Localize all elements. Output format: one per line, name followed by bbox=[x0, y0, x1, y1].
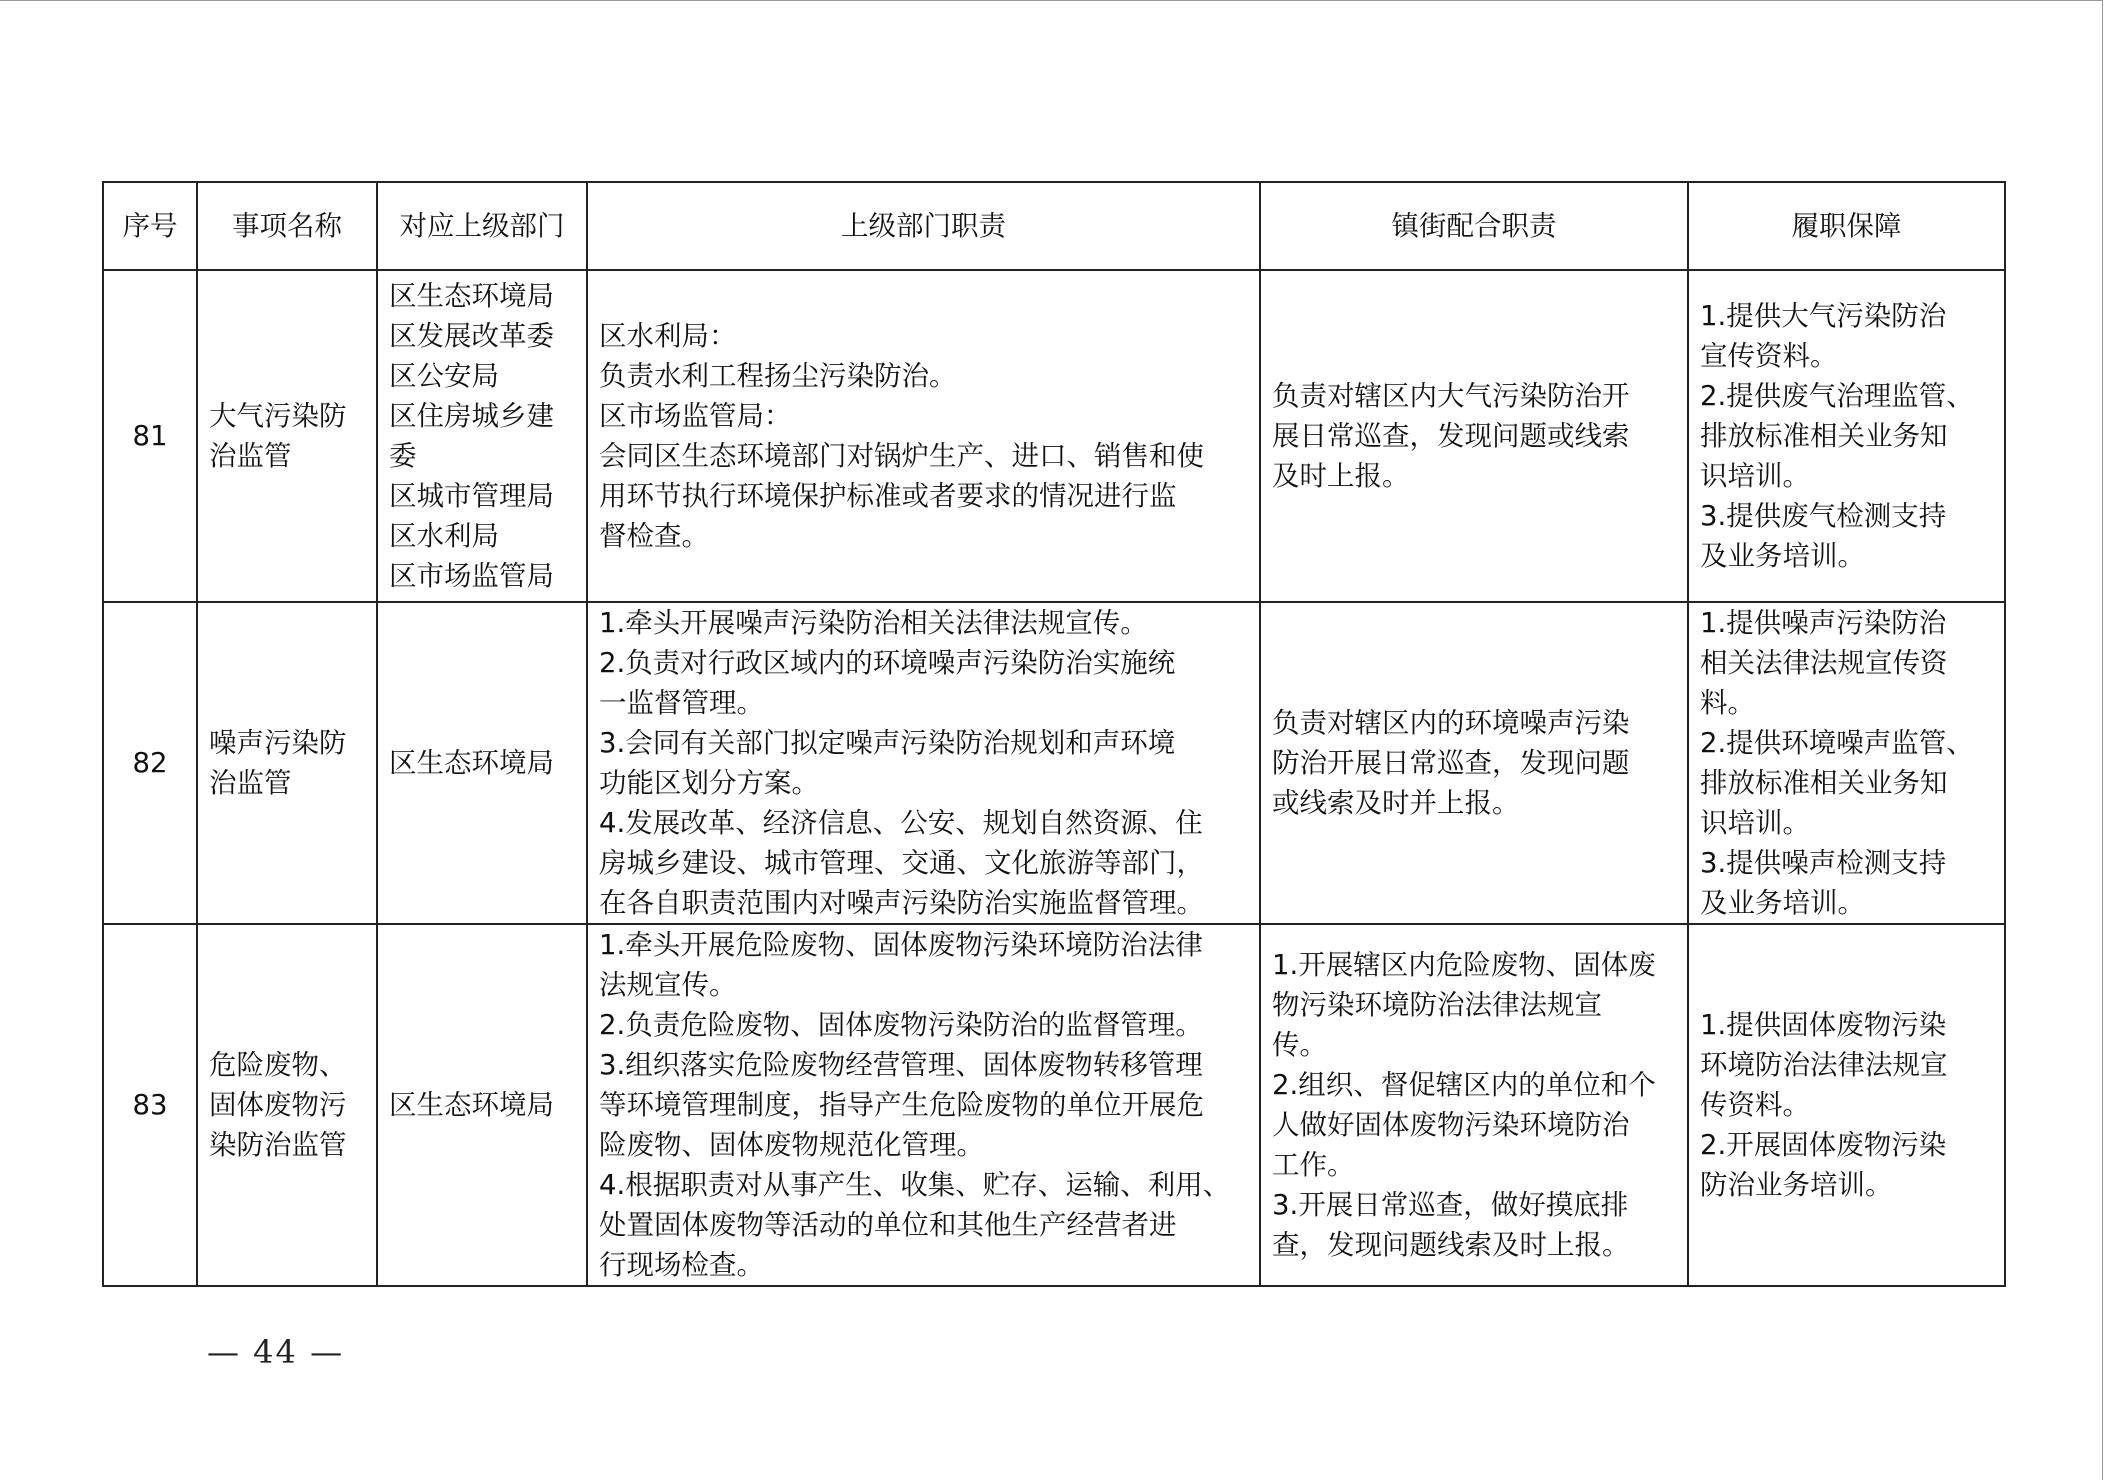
cell-line: 相关法律法规宣传资 bbox=[1700, 647, 1948, 679]
cell-line: 2.组织、督促辖区内的单位和个 bbox=[1272, 1069, 1656, 1101]
row-number: 82 bbox=[103, 602, 197, 924]
cell-line: 识培训。 bbox=[1700, 807, 1810, 839]
cell-line: 1.开展辖区内危险废物、固体废 bbox=[1272, 949, 1656, 981]
cell-line: 染防治监管 bbox=[209, 1129, 347, 1161]
town-duty-cell bbox=[1260, 924, 1688, 1286]
cell-line: 1.提供噪声污染防治 bbox=[1700, 607, 1947, 639]
table-header-row bbox=[103, 182, 2005, 270]
cell-line: 1.提供大气污染防治 bbox=[1700, 300, 1947, 332]
cell-line: 区水利局： bbox=[599, 320, 737, 352]
item-name-cell bbox=[197, 270, 377, 602]
cell-line: 处置固体废物等活动的单位和其他生产经营者进 bbox=[599, 1209, 1177, 1241]
row-number: 83 bbox=[103, 924, 197, 1286]
cell-line: 负责对辖区内大气污染防治开 bbox=[1272, 380, 1630, 412]
cell-line: 负责水利工程扬尘污染防治。 bbox=[599, 360, 957, 392]
item-name-cell bbox=[197, 924, 377, 1286]
cell-line: 2.提供废气治理监管、 bbox=[1700, 380, 1974, 412]
guarantee-cell bbox=[1688, 924, 2005, 1286]
header-no: 序号 bbox=[103, 182, 197, 270]
cell-line: 3.提供废气检测支持 bbox=[1700, 500, 1947, 532]
table-row bbox=[103, 270, 2005, 602]
cell-line: 负责对辖区内的环境噪声污染 bbox=[1272, 707, 1630, 739]
row-number: 81 bbox=[103, 270, 197, 602]
table-row bbox=[103, 602, 2005, 924]
cell-line: 区生态环境局 bbox=[389, 1089, 554, 1121]
cell-line: 区发展改革委 bbox=[389, 320, 554, 352]
upper-duty-cell bbox=[587, 270, 1260, 602]
cell-line: 区市场监管局 bbox=[389, 560, 554, 592]
cell-line: 区城市管理局 bbox=[389, 480, 554, 512]
cell-line: 用环节执行环境保护标准或者要求的情况进行监 bbox=[599, 480, 1177, 512]
cell-line: 等环境管理制度，指导产生危险废物的单位开展危 bbox=[599, 1089, 1204, 1121]
cell-line: 噪声污染防 bbox=[209, 727, 347, 759]
cell-line: 物污染环境防治法律法规宣 bbox=[1272, 989, 1602, 1021]
cell-line: 2.负责危险废物、固体废物污染防治的监督管理。 bbox=[599, 1009, 1203, 1041]
cell-line: 区公安局 bbox=[389, 360, 499, 392]
cell-line: 及时上报。 bbox=[1272, 460, 1410, 492]
cell-line: 3.会同有关部门拟定噪声污染防治规划和声环境 bbox=[599, 727, 1176, 759]
cell-line: 宣传资料。 bbox=[1700, 340, 1838, 372]
upper-dept-cell bbox=[377, 924, 587, 1286]
cell-line: 环境防治法律法规宣 bbox=[1700, 1049, 1948, 1081]
cell-line: 2.提供环境噪声监管、 bbox=[1700, 727, 1974, 759]
upper-duty-cell bbox=[587, 924, 1260, 1286]
guarantee-cell bbox=[1688, 270, 2005, 602]
cell-line: 3.开展日常巡查，做好摸底排 bbox=[1272, 1189, 1629, 1221]
header-upper-duty: 上级部门职责 bbox=[587, 182, 1260, 270]
cell-line: 查，发现问题线索及时上报。 bbox=[1272, 1229, 1630, 1261]
guarantee-cell bbox=[1688, 602, 2005, 924]
header-town-duty: 镇街配合职责 bbox=[1260, 182, 1688, 270]
header-guarantee: 履职保障 bbox=[1688, 182, 2005, 270]
cell-line: 1.提供固体废物污染 bbox=[1700, 1009, 1947, 1041]
cell-line: 区住房城乡建 bbox=[389, 400, 554, 432]
upper-duty-cell bbox=[587, 602, 1260, 924]
cell-line: 会同区生态环境部门对锅炉生产、进口、销售和使 bbox=[599, 440, 1204, 472]
table-row bbox=[103, 924, 2005, 1286]
upper-dept-cell bbox=[377, 602, 587, 924]
cell-line: 3.提供噪声检测支持 bbox=[1700, 847, 1947, 879]
town-duty-cell bbox=[1260, 270, 1688, 602]
cell-line: 险废物、固体废物规范化管理。 bbox=[599, 1129, 984, 1161]
cell-line: 排放标准相关业务知 bbox=[1700, 767, 1948, 799]
cell-line: 1.牵头开展危险废物、固体废物污染环境防治法律 bbox=[599, 929, 1203, 961]
cell-line: 危险废物、 bbox=[209, 1049, 347, 1081]
cell-line: 功能区划分方案。 bbox=[599, 767, 819, 799]
cell-line: 法规宣传。 bbox=[599, 969, 737, 1001]
cell-line: 人做好固体废物污染环境防治 bbox=[1272, 1109, 1630, 1141]
cell-line: 区生态环境局 bbox=[389, 747, 554, 779]
cell-line: 防治业务培训。 bbox=[1700, 1169, 1893, 1201]
cell-line: 及业务培训。 bbox=[1700, 540, 1865, 572]
cell-line: 传。 bbox=[1272, 1029, 1327, 1061]
cell-line: 固体废物污 bbox=[209, 1089, 347, 1121]
item-name-cell bbox=[197, 602, 377, 924]
town-duty-cell bbox=[1260, 602, 1688, 924]
page-number: — 44 — bbox=[207, 1333, 345, 1371]
cell-line: 排放标准相关业务知 bbox=[1700, 420, 1948, 452]
cell-line: 区市场监管局： bbox=[599, 400, 792, 432]
cell-line: 3.组织落实危险废物经营管理、固体废物转移管理 bbox=[599, 1049, 1203, 1081]
cell-line: 及业务培训。 bbox=[1700, 887, 1865, 919]
cell-line: 行现场检查。 bbox=[599, 1249, 764, 1281]
cell-line: 展日常巡查，发现问题或线索 bbox=[1272, 420, 1630, 452]
cell-line: 委 bbox=[389, 440, 417, 472]
cell-line: 防治开展日常巡查，发现问题 bbox=[1272, 747, 1630, 779]
cell-line: 2.负责对行政区域内的环境噪声污染防治实施统 bbox=[599, 647, 1176, 679]
header-upper-dept: 对应上级部门 bbox=[377, 182, 587, 270]
cell-line: 料。 bbox=[1700, 687, 1755, 719]
cell-line: 4.发展改革、经济信息、公安、规划自然资源、住 bbox=[599, 807, 1203, 839]
cell-line: 治监管 bbox=[209, 767, 292, 799]
duty-table bbox=[102, 181, 2006, 1287]
cell-line: 或线索及时并上报。 bbox=[1272, 787, 1520, 819]
cell-line: 一监督管理。 bbox=[599, 687, 764, 719]
cell-line: 识培训。 bbox=[1700, 460, 1810, 492]
upper-dept-cell bbox=[377, 270, 587, 602]
cell-line: 督检查。 bbox=[599, 520, 709, 552]
cell-line: 传资料。 bbox=[1700, 1089, 1810, 1121]
header-item-name: 事项名称 bbox=[197, 182, 377, 270]
cell-line: 大气污染防 bbox=[209, 400, 347, 432]
cell-line: 4.根据职责对从事产生、收集、贮存、运输、利用、 bbox=[599, 1169, 1231, 1201]
cell-line: 治监管 bbox=[209, 440, 292, 472]
cell-line: 区生态环境局 bbox=[389, 280, 554, 312]
cell-line: 房城乡建设、城市管理、交通、文化旅游等部门， bbox=[599, 847, 1204, 879]
cell-line: 工作。 bbox=[1272, 1149, 1355, 1181]
cell-line: 在各自职责范围内对噪声污染防治实施监督管理。 bbox=[599, 887, 1204, 919]
cell-line: 1.牵头开展噪声污染防治相关法律法规宣传。 bbox=[599, 607, 1148, 639]
cell-line: 2.开展固体废物污染 bbox=[1700, 1129, 1947, 1161]
cell-line: 区水利局 bbox=[389, 520, 499, 552]
